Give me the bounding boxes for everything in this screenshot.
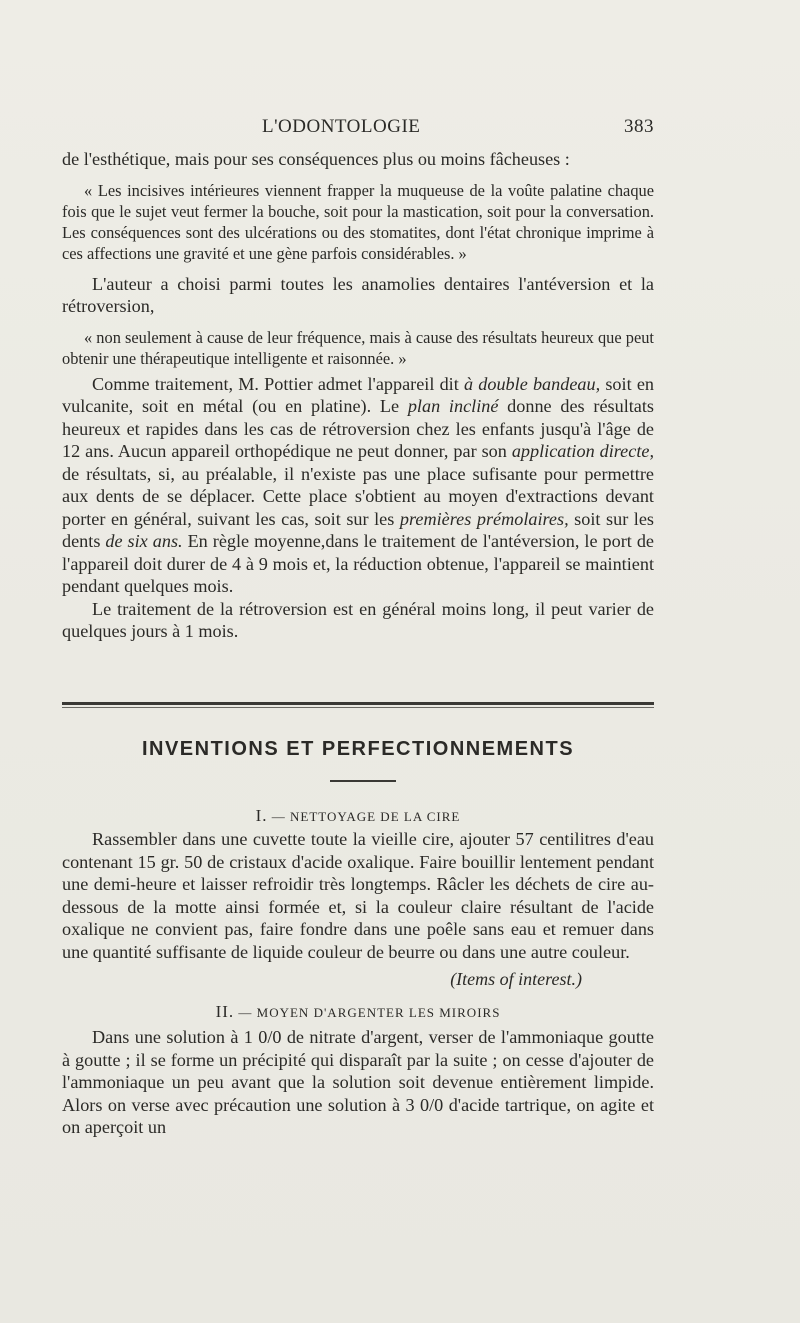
short-divider — [330, 780, 396, 782]
italic-premieres-premolaires: premières prémolaires, — [399, 508, 569, 529]
item1-number: I. — [255, 806, 268, 825]
upper-text-block — [62, 148, 654, 643]
section-divider — [62, 702, 654, 708]
italic-six-ans: de six ans. — [105, 531, 183, 551]
italic-double-bandeau: à double bandeau, — [463, 373, 601, 394]
item2-heading — [62, 1002, 654, 1022]
italic-plan-incline: plan incliné — [407, 396, 499, 416]
item2-text: Dans une solution à 1 0/0 de nitrate d'argent, verser de l'ammoniaque goutte à goutte ; il se forme un précipité qui disparaît par la suite ; on cesse d'ajouter de l'ammoniaque un peu avant que la solution soit devenue entièrement limpide. Alors on verse avec précaution une solution à 3 0/0 d'acide tartrique, on agite et on aperçoit un — [62, 1027, 654, 1137]
section-title: INVENTIONS ET PERFECTIONNEMENTS — [141, 738, 575, 760]
text-segment: soit en vulcanite, soit en métal (ou en platine). Le — [62, 373, 654, 416]
text-segment: soit sur les dents — [62, 508, 655, 551]
item2-title: — MOYEN D'ARGENTER LES MIROIRS — [234, 1005, 501, 1020]
item1-heading — [62, 806, 654, 826]
paragraph-esthetique: de l'esthétique, mais pour ses conséquences plus ou moins fâcheuses : — [62, 149, 570, 169]
item1-credit: (Items of interest.) — [450, 969, 582, 989]
paragraph-auteur: L'auteur a choisi parmi toutes les anamolies dentaires l'antéversion et la rétroversion, — [62, 273, 654, 316]
journal-title: L'ODONTOLOGIE — [262, 116, 421, 137]
quote-incisives: « Les incisives intérieures viennent frapper la muqueuse de la voûte palatine chaque fois que le sujet veut fermer la bouche, soit pour la mastication, soit pour la conversation. Les conséquences sont des ulcérations ou des stomatites, dont l'état chronique imprime à ces affections une gravité et une gène parfois considérables. » — [62, 180, 654, 263]
text-segment: En règle moyenne,dans le traitement de l'antéversion, le port de l'appareil doit durer de 4 à 9 mois et, la réduction obtenue, l'appareil se maintient pendant quelques mois. — [62, 531, 654, 596]
text-segment: de résultats, si, au préalable, il n'existe pas une place sufisante pour permettre aux dents de se déplacer. Cette place s'obtient au moyen d'extractions devant porter en général, suivant les cas, soit sur les — [62, 463, 654, 529]
item2-number: II. — [215, 1002, 235, 1021]
text-segment: donne des résultats heureux et rapides dans les cas de rétroversion chez les enfants jusqu'à l'âge de 12 ans. Aucun appareil orthopédique ne peut donner, par son — [62, 396, 655, 461]
italic-application-directe: application directe, — [511, 441, 654, 461]
running-header — [62, 116, 654, 140]
page-number: 383 — [624, 116, 654, 137]
text-segment: Comme traitement, M. Pottier admet l'appareil dit — [92, 373, 464, 394]
quote-frequence: « non seulement à cause de leur fréquence, mais à cause des résultats heureux que peut obtenir une thérapeutique intelligente et raisonnée. » — [62, 327, 654, 368]
item1-title: — NETTOYAGE DE LA CIRE — [267, 809, 461, 824]
item1-text: Rassembler dans une cuvette toute la vieille cire, ajouter 57 centilitres d'eau contenant 15 gr. 50 de cristaux d'acide oxalique. Faire bouillir lentement pendant une demi-heure et laisser refroidir très longtemps. Râcler les déchets de cire au-dessous de la motte ainsi formée et, si la couleur claire résultant de l'acide oxalique ne convient pas, faire fondre dans une poêle sans eau et remuer dans une quantité suffisante de liquide couleur de beurre ou dans une autre couleur. — [62, 829, 654, 962]
paragraph-traitement — [62, 373, 654, 598]
lower-text-block — [62, 806, 654, 1139]
paragraph-retroversion: Le traitement de la rétroversion est en général moins long, il peut varier de quelques jours à 1 mois. — [62, 598, 654, 641]
